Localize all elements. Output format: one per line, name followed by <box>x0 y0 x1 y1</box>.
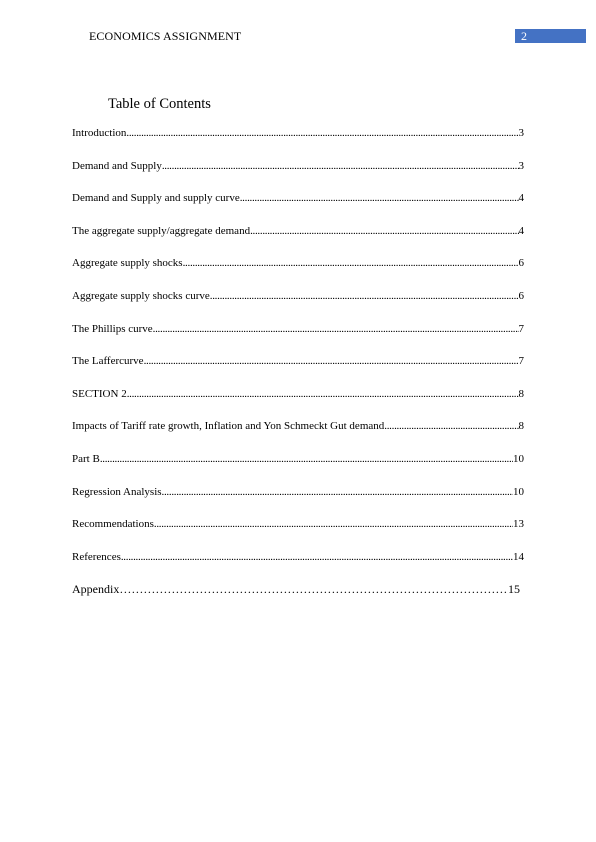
toc-entry-label: Aggregate supply shocks curve <box>72 289 210 302</box>
toc-entry-laffer-curve[interactable] <box>72 355 524 388</box>
toc-entry-label: Part B <box>72 452 100 465</box>
toc-entry-aggregate-supply-shocks[interactable] <box>72 257 524 290</box>
toc-entry-label: Impacts of Tariff rate growth, Inflation and Yon Schmeckt Gut demand <box>72 420 385 433</box>
toc-entry-page: 10 <box>513 452 524 465</box>
toc-dot-leader <box>119 583 508 596</box>
toc-dot-leader <box>144 355 519 368</box>
toc-dot-leader <box>162 160 519 173</box>
toc-entry-introduction[interactable] <box>72 127 524 160</box>
toc-entry-label: SECTION 2 <box>72 387 127 400</box>
toc-entry-page: 8 <box>518 420 524 433</box>
toc-dot-leader <box>210 290 519 303</box>
toc-entry-label: The aggregate supply/aggregate demand <box>72 224 251 237</box>
toc-entry-phillips-curve[interactable] <box>72 323 524 356</box>
page-number: 2 <box>521 29 527 43</box>
toc-entry-label: The Phillips curve <box>72 322 153 335</box>
page-number-badge <box>515 29 586 43</box>
toc-entry-label: Introduction <box>72 127 127 139</box>
toc-entry-aggregate-supply-shocks-curve[interactable] <box>72 290 524 323</box>
toc-heading: Table of Contents <box>108 96 211 112</box>
toc-entry-recommendations[interactable] <box>72 518 524 551</box>
toc-dot-leader <box>162 486 513 499</box>
toc-entry-supply-curve[interactable] <box>72 192 524 225</box>
toc-entry-page: 13 <box>513 518 524 531</box>
toc-dot-leader <box>100 453 513 466</box>
toc-entry-label: The Laffercurve <box>72 355 144 368</box>
toc-list <box>72 127 524 616</box>
toc-entry-aggregate-supply-demand[interactable] <box>72 225 524 258</box>
toc-entry-regression-analysis[interactable] <box>72 486 524 519</box>
toc-entry-impacts-of-tariff[interactable] <box>72 420 524 453</box>
toc-entry-page: 7 <box>518 322 524 335</box>
toc-entry-page: 6 <box>518 257 524 270</box>
toc-entry-page: 3 <box>518 159 524 172</box>
toc-entry-label: Regression Analysis <box>72 485 162 498</box>
toc-entry-references[interactable] <box>72 551 524 584</box>
toc-entry-label: References <box>72 550 121 563</box>
toc-entry-label: Recommendations <box>72 518 154 531</box>
toc-entry-demand-and-supply[interactable] <box>72 160 524 193</box>
toc-entry-page: 7 <box>518 355 524 368</box>
toc-dot-leader <box>384 420 518 433</box>
toc-entry-page: 4 <box>518 192 524 205</box>
toc-dot-leader <box>154 518 513 531</box>
toc-entry-label: Aggregate supply shocks <box>72 257 183 270</box>
toc-entry-page: 3 <box>518 127 524 139</box>
toc-entry-label: Appendix <box>72 583 120 597</box>
header-title: ECONOMICS ASSIGNMENT <box>89 29 242 43</box>
toc-dot-leader <box>183 257 519 270</box>
toc-entry-part-b[interactable] <box>72 453 524 486</box>
toc-dot-leader <box>250 225 518 238</box>
toc-entry-page: 6 <box>518 289 524 302</box>
toc-entry-page: 10 <box>513 485 524 498</box>
toc-dot-leader <box>240 192 519 205</box>
toc-dot-leader <box>153 323 519 336</box>
toc-entry-label: Demand and Supply and supply curve <box>72 192 240 205</box>
toc-entry-page: 4 <box>518 224 524 237</box>
toc-entry-page: 15 <box>508 583 520 597</box>
toc-entry-appendix[interactable] <box>72 583 520 616</box>
toc-dot-leader <box>121 551 513 564</box>
toc-entry-label: Demand and Supply <box>72 159 162 172</box>
toc-entry-section-2[interactable] <box>72 388 524 421</box>
toc-entry-page: 8 <box>518 387 524 400</box>
toc-entry-page: 14 <box>513 550 524 563</box>
toc-dot-leader <box>126 127 518 140</box>
toc-dot-leader <box>127 388 519 401</box>
